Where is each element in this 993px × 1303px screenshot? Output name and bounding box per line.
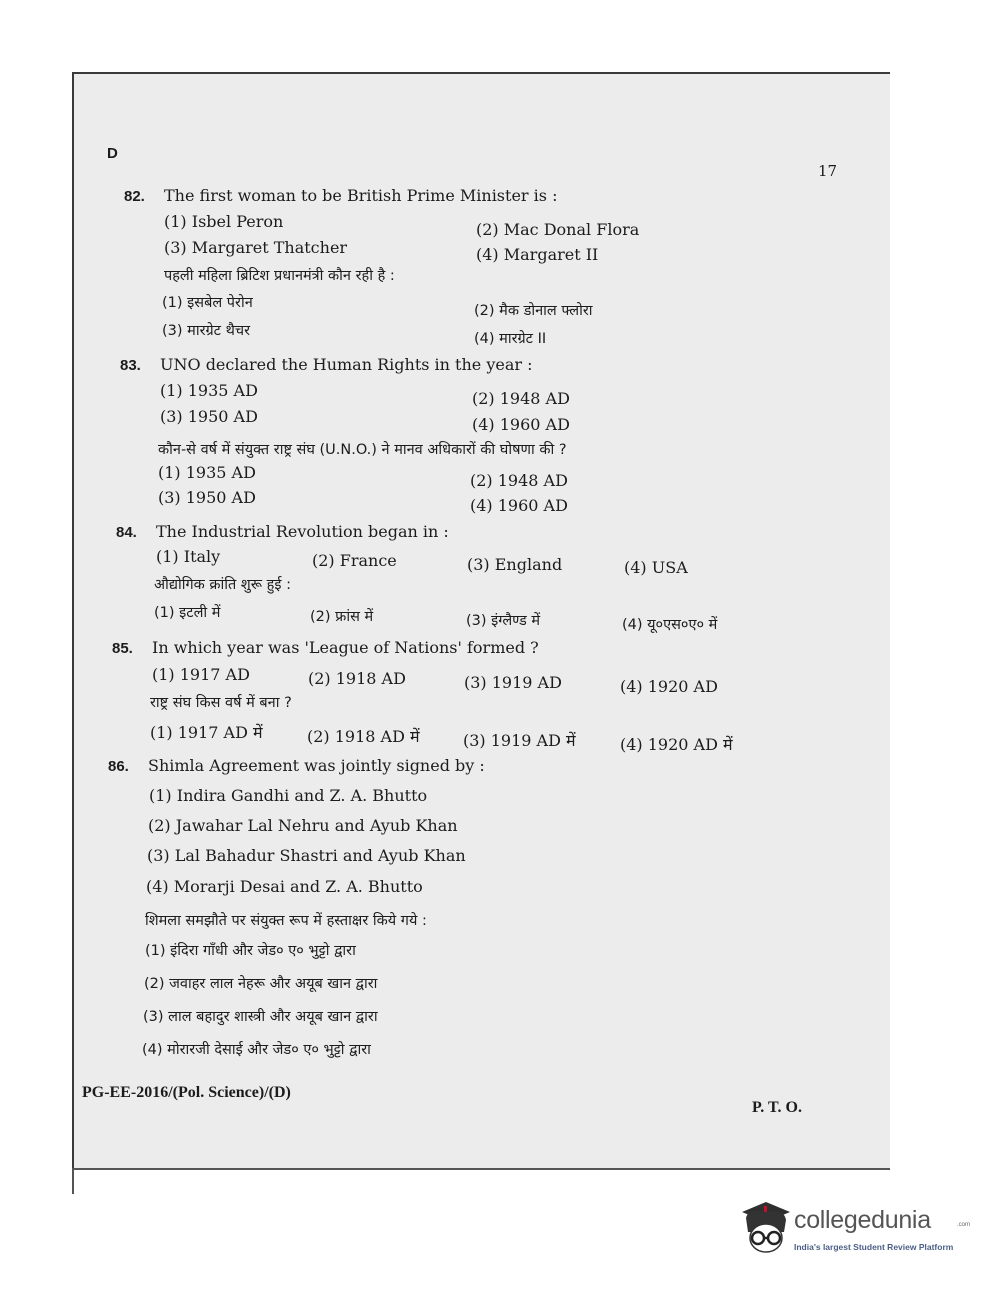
question-number: 83.	[120, 357, 141, 374]
question-84	[116, 522, 449, 541]
logo-domain-suffix: .com	[957, 1222, 971, 1228]
option: (3) 1919 AD में	[463, 731, 576, 750]
collegedunia-logo	[738, 1198, 971, 1260]
option-hindi: (4) मोरारजी देसाई और जेड० ए० भुट्टो द्वारा	[142, 1042, 371, 1058]
pto-label: P. T. O.	[752, 1099, 802, 1116]
option-hindi: (4) मारग्रेट II	[474, 331, 547, 347]
logo-name: collegedunia	[794, 1206, 931, 1234]
question-83	[120, 355, 533, 374]
question-text-hindi: पहली महिला ब्रिटिश प्रधानमंत्री कौन रही है :	[164, 268, 395, 284]
question-82	[124, 186, 557, 205]
option-hindi: (1) इटली में	[154, 605, 221, 621]
question-86	[108, 756, 485, 775]
option: (4) 1960 AD	[472, 415, 570, 434]
option: (4) 1920 AD में	[620, 735, 733, 754]
option: (4) 1920 AD	[620, 677, 718, 696]
question-text-hindi: औद्योगिक क्रांति शुरू हुई :	[154, 577, 291, 593]
option: (1) 1917 AD में	[150, 723, 263, 742]
option: (4) Margaret II	[476, 245, 599, 264]
option-hindi: (3) मारग्रेट थैचर	[162, 323, 251, 339]
set-code: D	[107, 145, 118, 162]
option: (4) Morarji Desai and Z. A. Bhutto	[146, 877, 423, 896]
question-number: 84.	[116, 524, 137, 541]
option: (1) 1935 AD	[158, 463, 256, 482]
option: (2) Jawahar Lal Nehru and Ayub Khan	[148, 816, 458, 835]
question-85	[112, 638, 539, 657]
question-text: The Industrial Revolution began in :	[156, 522, 449, 541]
page-edge-foot	[72, 1168, 74, 1194]
option: (2) 1948 AD	[470, 471, 568, 490]
option-hindi: (3) लाल बहादुर शास्त्री और अयूब खान द्वारा	[143, 1009, 378, 1025]
option: (3) 1950 AD	[158, 488, 256, 507]
option: (1) Italy	[156, 547, 221, 566]
option-hindi: (1) इसबेल पेरोन	[162, 295, 253, 311]
option-hindi: (1) इंदिरा गाँधी और जेड० ए० भुट्टो द्वारा	[145, 943, 356, 959]
page-edge	[72, 1168, 890, 1170]
question-number: 85.	[112, 640, 133, 657]
option-hindi: (2) फ्रांस में	[310, 609, 374, 625]
question-text-hindi: राष्ट्र संघ किस वर्ष में बना ?	[150, 695, 292, 711]
option: (3) England	[467, 555, 563, 574]
question-number: 82.	[124, 188, 145, 205]
option: (3) Margaret Thatcher	[164, 238, 348, 257]
question-text: UNO declared the Human Rights in the year :	[160, 355, 533, 374]
option: (1) Indira Gandhi and Z. A. Bhutto	[149, 786, 428, 805]
option: (2) Mac Donal Flora	[476, 220, 640, 239]
option: (3) Lal Bahadur Shastri and Ayub Khan	[147, 846, 466, 865]
option: (1) Isbel Peron	[164, 212, 284, 231]
option-hindi: (4) यू०एस०ए० में	[622, 617, 718, 633]
question-text: Shimla Agreement was jointly signed by :	[148, 756, 485, 775]
option: (1) 1917 AD	[152, 665, 250, 684]
option: (2) 1948 AD	[472, 389, 570, 408]
question-text: The first woman to be British Prime Minister is :	[164, 186, 558, 205]
question-number: 86.	[108, 758, 129, 775]
option: (4) USA	[624, 558, 688, 577]
option: (2) 1918 AD	[308, 669, 406, 688]
question-text-hindi: शिमला समझौते पर संयुक्त रूप में हस्ताक्षर किये गये :	[145, 913, 427, 929]
logo-tagline: India's largest Student Review Platform	[794, 1242, 954, 1252]
option-hindi: (2) जवाहर लाल नेहरू और अयूब खान द्वारा	[144, 976, 378, 992]
page-number: 17	[818, 162, 838, 180]
question-text: In which year was 'League of Nations' formed ?	[152, 638, 539, 657]
option: (2) 1918 AD में	[307, 727, 420, 746]
option-hindi: (2) मैक डोनाल फ्लोरा	[474, 303, 593, 319]
option: (2) France	[312, 551, 397, 570]
option: (3) 1919 AD	[464, 673, 562, 692]
question-text-hindi: कौन-से वर्ष में संयुक्त राष्ट्र संघ (U.N.O.) ने मानव अधिकारों की घोषणा की ?	[158, 442, 567, 458]
option: (3) 1950 AD	[160, 407, 258, 426]
option-hindi: (3) इंग्लैण्ड में	[466, 613, 541, 629]
paper-code: PG-EE-2016/(Pol. Science)/(D)	[82, 1084, 291, 1101]
option: (4) 1960 AD	[470, 496, 568, 515]
student-glasses-icon	[738, 1198, 792, 1256]
option: (1) 1935 AD	[160, 381, 258, 400]
